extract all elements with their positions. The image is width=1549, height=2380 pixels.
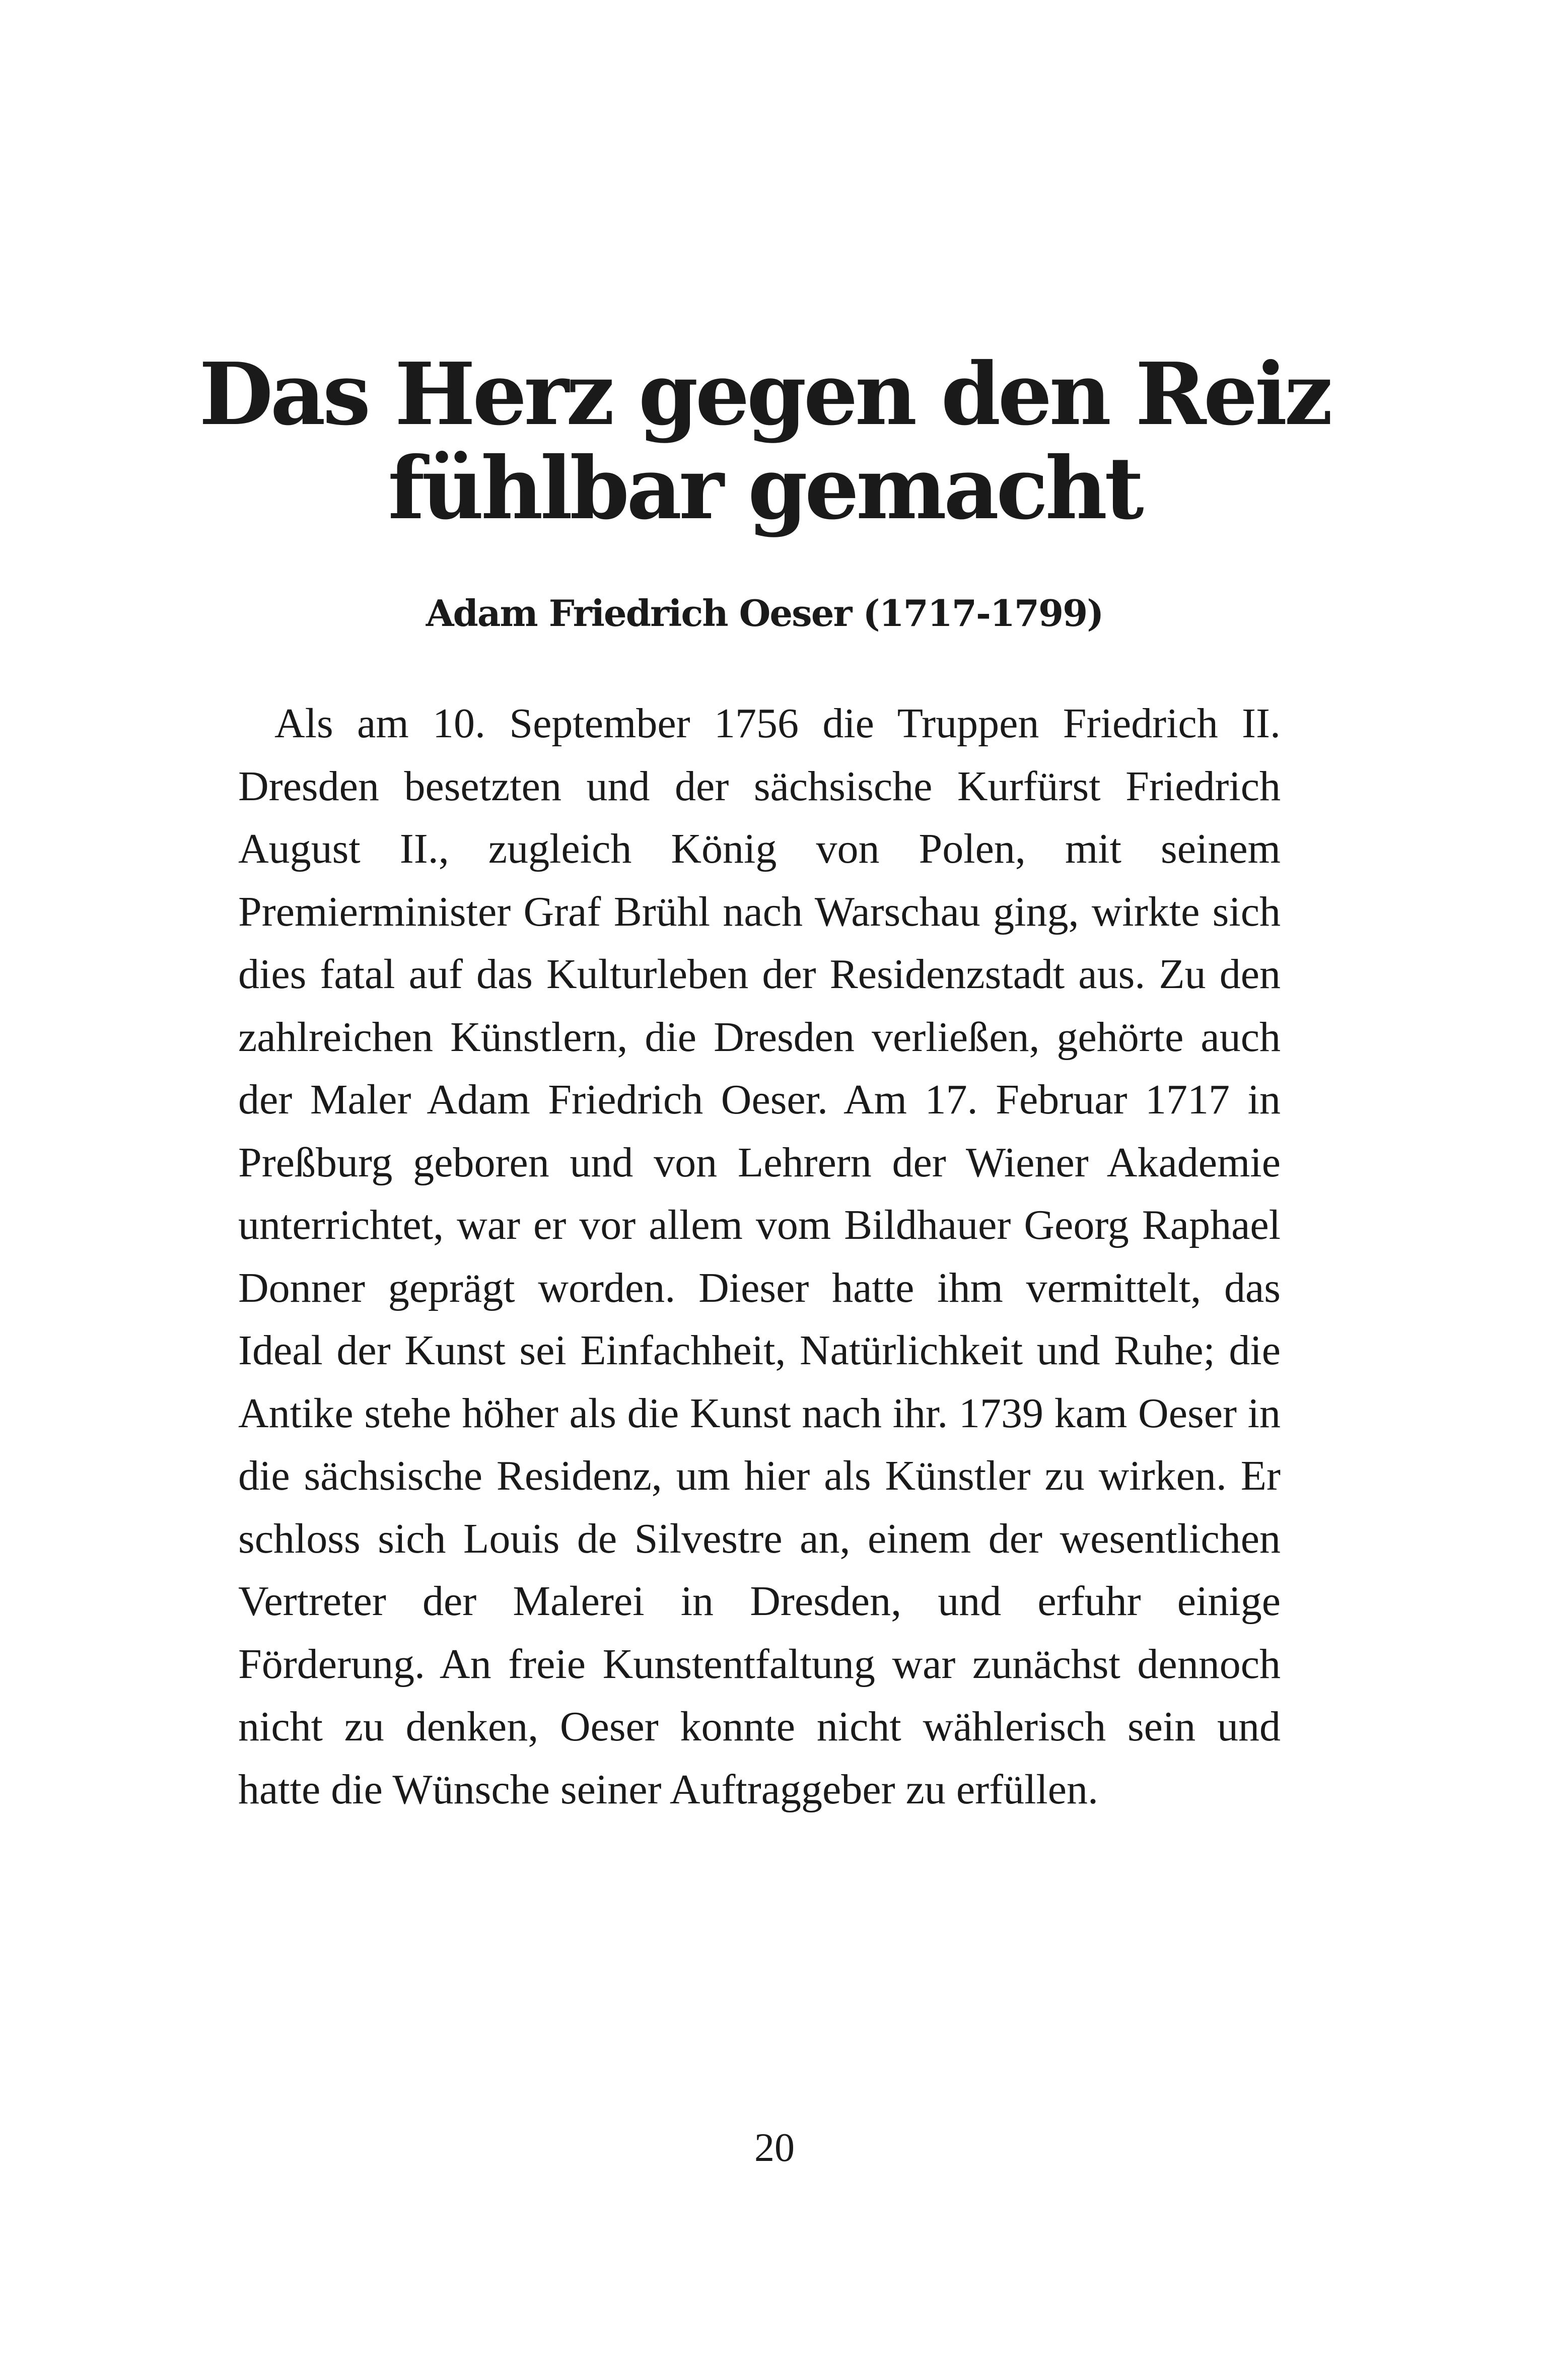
body-paragraph: Als am 10. September 1756 die Truppen Friedrich II. Dresden besetzten und der sächsische Kurfürst Friedrich August II., zugleich König von Polen, mit seinem Premierminister Graf Brühl nach Warschau ging, wirkte sich dies fatal auf das Kulturleben der Residenzstadt aus. Zu den zahlreichen Künstlern, die Dresden verließen, gehörte auch der Maler Adam Friedrich Oeser. Am 17. Februar 1717 in Preßburg geboren und von Lehrern der Wiener Akademie unterrichtet, war er vor allem vom Bildhauer Georg Raphael Donner geprägt worden. Dieser hatte ihm vermittelt, das Ideal der Kunst sei Einfachheit, Natürlichkeit und Ruhe; die Antike stehe höher als die Kunst nach ihr. 1739 kam Oeser in die sächsische Residenz, um hier als Künstler zu wirken. Er schloss sich Louis de Silvestre an, einem der wesentlichen Vertreter der Malerei in Dresden, und erfuhr einige Förderung. An freie Kunstentfaltung war zunächst dennoch nicht zu denken, Oeser konnte nicht wählerisch sein und hatte die Wünsche seiner Auftraggeber zu erfüllen. (238, 700, 1281, 1813)
chapter-title-line-1: Das Herz gegen den Reiz (199, 344, 1330, 445)
chapter-title (191, 344, 1337, 539)
chapter-subtitle-author: Adam Friedrich Oeser (1717-1799) (426, 592, 1103, 635)
chapter-title-line-2: fühlbar gemacht (388, 438, 1141, 539)
page-number: 20 (754, 2126, 795, 2170)
